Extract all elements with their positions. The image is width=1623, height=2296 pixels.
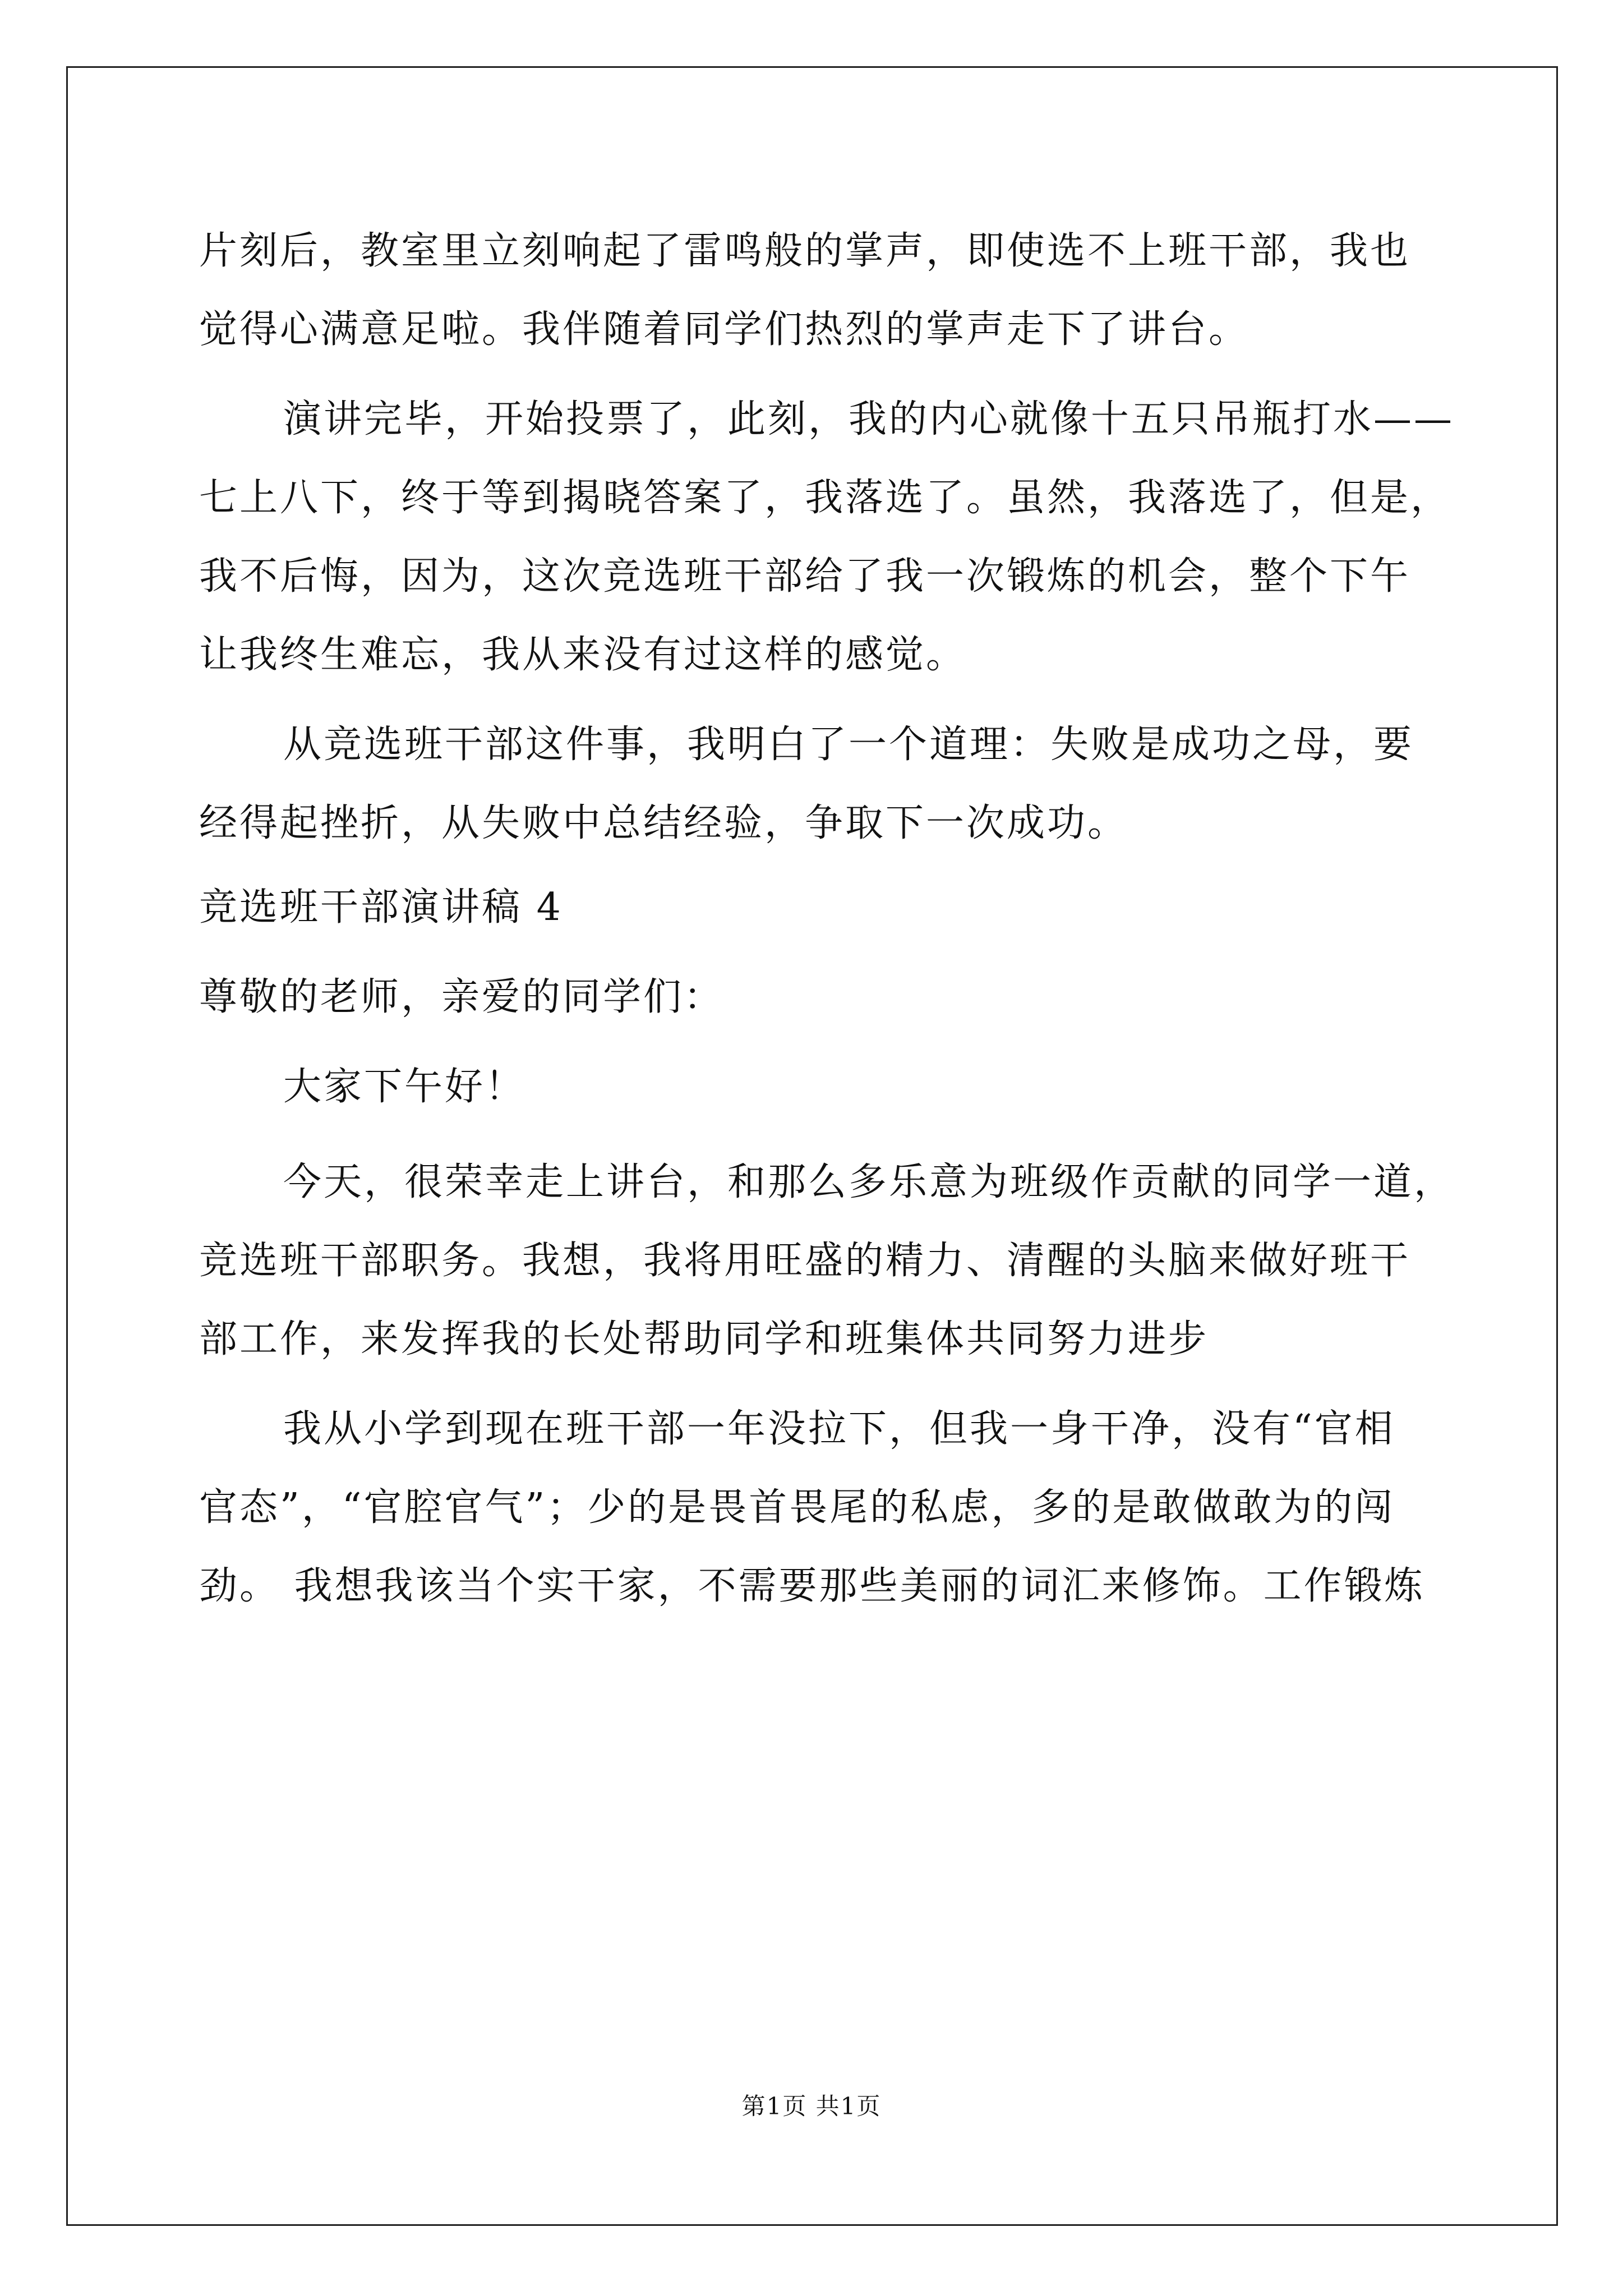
text-line-2: 觉得心满意足啦。我伴随着同学们热烈的掌声走下了讲台。 bbox=[199, 307, 1249, 352]
text-line-13: 竞选班干部职务。我想，我将用旺盛的精力、清醒的头脑来做好班干 bbox=[199, 1239, 1411, 1283]
page-footer: 第1页 共1页 bbox=[741, 2092, 882, 2120]
section-heading: 竞选班干部演讲稿 4 bbox=[199, 885, 563, 930]
text-line-12: 今天，很荣幸走上讲台，和那么多乐意为班级作贡献的同学一道， bbox=[283, 1160, 1455, 1204]
text-line-17: 劲。 我想我该当个实干家，不需要那些美丽的词汇来修饰。工作锻炼 bbox=[199, 1564, 1425, 1608]
text-line-8: 经得起挫折，从失败中总结经验，争取下一次成功。 bbox=[199, 801, 1128, 845]
salutation: 尊敬的老师，亲爱的同学们： bbox=[199, 975, 725, 1019]
text-line-5: 我不后悔，因为，这次竞选班干部给了我一次锻炼的机会，整个下午 bbox=[199, 554, 1411, 599]
text-line-4: 七上八下，终于等到揭晓答案了，我落选了。虽然，我落选了，但是， bbox=[199, 476, 1451, 520]
text-line-3: 演讲完毕，开始投票了，此刻，我的内心就像十五只吊瓶打水—— bbox=[283, 397, 1455, 441]
text-line-15: 我从小学到现在班干部一年没拉下，但我一身干净，没有“官相 bbox=[283, 1407, 1395, 1451]
text-line-7: 从竞选班干部这件事，我明白了一个道理：失败是成功之母，要 bbox=[283, 723, 1414, 767]
text-line-14: 部工作，来发挥我的长处帮助同学和班集体共同努力进步 bbox=[199, 1317, 1209, 1361]
text-line-6: 让我终生难忘，我从来没有过这样的感觉。 bbox=[199, 633, 967, 677]
text-line-16: 官态”，“官腔官气”；少的是畏首畏尾的私虑，多的是敢做敢为的闯 bbox=[199, 1485, 1395, 1530]
greeting: 大家下午好！ bbox=[283, 1065, 526, 1109]
text-line-1: 片刻后，教室里立刻响起了雷鸣般的掌声，即使选不上班干部，我也 bbox=[199, 229, 1411, 273]
